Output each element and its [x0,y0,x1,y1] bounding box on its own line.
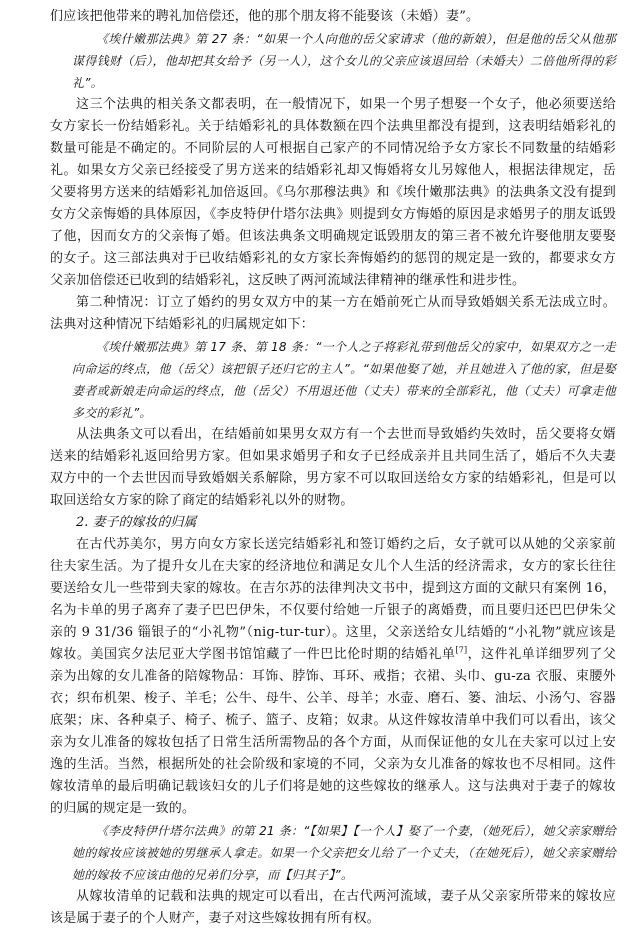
paragraph-three-codes: 这三个法典的相关条文都表明，在一般情况下，如果一个男子想娶一个女子，他必须要送给女方家长一份结婚彩礼。关于结婚彩礼的具体数额在四个法典里都没有提到，这表明结婚彩礼的数量可能是不确定的。不同阶层的人可根据自己家产的不同情况给予女方家长不同数量的结婚彩礼。如果女方父亲已经接受了男方送来的结婚彩礼却又悔婚将女儿另嫁他人，根据法律规定，岳父要将男方送来的结婚彩礼加倍返回。《乌尔那穆法典》和《埃什嫩那法典》的法典条文没有提到女方父亲悔婚的具体原因，《李皮特伊什塔尔法典》则提到女方悔婚的原因是求婚男子的朋友诋毁了他，因而女方的父亲悔了婚。但该法典条文明确规定诋毁朋友的第三者不被允许娶他朋友要娶的女子。这三部法典对于已收结婚彩礼的女方家长奔悔婚约的惩罚的规定是一致的，都要求女方父亲加倍偿还已收到的结婚彩礼，这反映了两河流域法律精神的继承性和进步性。 [50,97,616,288]
quote-eshnunna-17-18-text: 《埃什嫩那法典》第 17 条、第 18 条：“一个人之子将彩礼带到他岳父的家中，如果双方之一走向命运的终点，他（岳父）该把银子还归它的主人”。“如果他娶了她，并且她进入了他的家，但是娶妻者或新娘走向命运的终点，他（岳父）不用退还他（丈夫）带来的全部彩礼，他（丈夫）可拿走他多交的彩礼”。 [72,340,616,420]
paragraph-second-case: 第二种情况：订立了婚约的男女双方中的某一方在婚前死亡从而导致婚姻关系无法成立时。法典对这种情况下结婚彩礼的归属规定如下： [50,295,616,332]
paragraph-continued: 们应该把他带来的聘礼加倍偿还，他的那个朋友将不能娶该（未婚）妻”。 [50,9,480,24]
quote-eshnunna-27-text: 《埃什嫩那法典》第 27 条：“如果一个人向他的岳父家请求（他的新娘），但是他的岳父从他那谋得钱财（后），他却把其女给予（另一人），这个女儿的父亲应该退回给（未婚夫）二倍他所得的彩礼”。 [72,32,616,90]
footnote-reference[interactable]: [7] [455,645,468,655]
paragraph-dowry [50,534,616,820]
paragraph-dowry-part1: 在古代苏美尔，男方向女方家长送完结婚彩礼和签订婚约之后，女子就可以从她的父亲家前往夫家生活。为了提升女儿在夫家的经济地位和满足女儿个人生活的经济需求，女方的家长往往要送给女儿一些带到夫家的嫁妆。在吉尔苏的法律判决文书中，提到这方面的文献只有案例 16，名为卡单的男子离弃了妻子巴巴伊朱，不仅要付给她一斤银子的离婚费，而且要归还巴巴伊朱父亲的 9 31/36 锱银子的“小礼物”（nig-tur-tur）。这里，父亲送给女儿结婚的“小礼物”就应该是嫁妆。美国宾夕法尼亚大学图书馆馆藏了一件巴比伦时期的结婚礼单 [50,537,616,662]
document-page [50,6,616,930]
quote-eshnunna-27 [50,28,616,94]
quote-lipit-ishtar-21-text: 《李皮特伊什塔尔法典》的第 21 条：“【如果】【一个人】娶了一个妻，（她死后），她父亲家赠给她的嫁妆应该被她的男继承人拿走。如果一个父亲把女儿给了一个丈夫，（在她死后），她父亲家赠给她的嫁妆不应该由他的兄弟们分享，而【归其子】”。 [72,824,616,882]
quote-lipit-ishtar-21 [50,820,616,886]
paragraph-analysis: 从法典条文可以看出，在结婚前如果男女双方有一个去世而导致婚约失效时，岳父要将女婿送来的结婚彩礼返回给男方家。但如果求婚男子和女子已经成亲并且共同生活了，婚后不久夫妻双方中的一个去世因而导致婚姻关系解除，男方家不可以取回送给女方家的结婚彩礼，但是可以取回送给女方家的除了商定的结婚彩礼以外的财物。 [50,427,616,508]
quote-eshnunna-17-18 [50,336,616,424]
paragraph-conclusion: 从嫁妆清单的记载和法典的规定可以看出，在古代两河流域，妻子从父亲家所带来的嫁妆应该是属于妻子的个人财产，妻子对这些嫁妆拥有所有权。 [50,889,616,926]
paragraph-dowry-part2: ，这件礼单详细罗列了父亲为出嫁的女儿准备的陪嫁物品：耳饰、脖饰、耳环、戒指；衣裙、头巾、gu-za 衣服、束腰外衣；织布机架、梭子、羊毛；公牛、母牛、公羊、母羊；水壶、磨石、篓、油坛、小汤勺、容器底架；床、各种桌子、椅子、梳子、篮子、皮箱；奴隶。从这件嫁妆清单中我们可以看出，该父亲为女儿准备的嫁妆包括了日常生活所需物品的各个方面，从而保证他的女儿在夫家可以过上安逸的生活。当然，根据所处的社会阶级和家境的不同，父亲为女儿准备的嫁妆也不尽相同。这件嫁妆清单的最后明确记载该妇女的儿子们将是她的这些嫁妆的继承人。这与法典对于妻子的嫁妆的归属的规定是一致的。 [50,647,616,816]
section-heading: 2. 妻子的嫁妆的归属 [76,515,197,530]
